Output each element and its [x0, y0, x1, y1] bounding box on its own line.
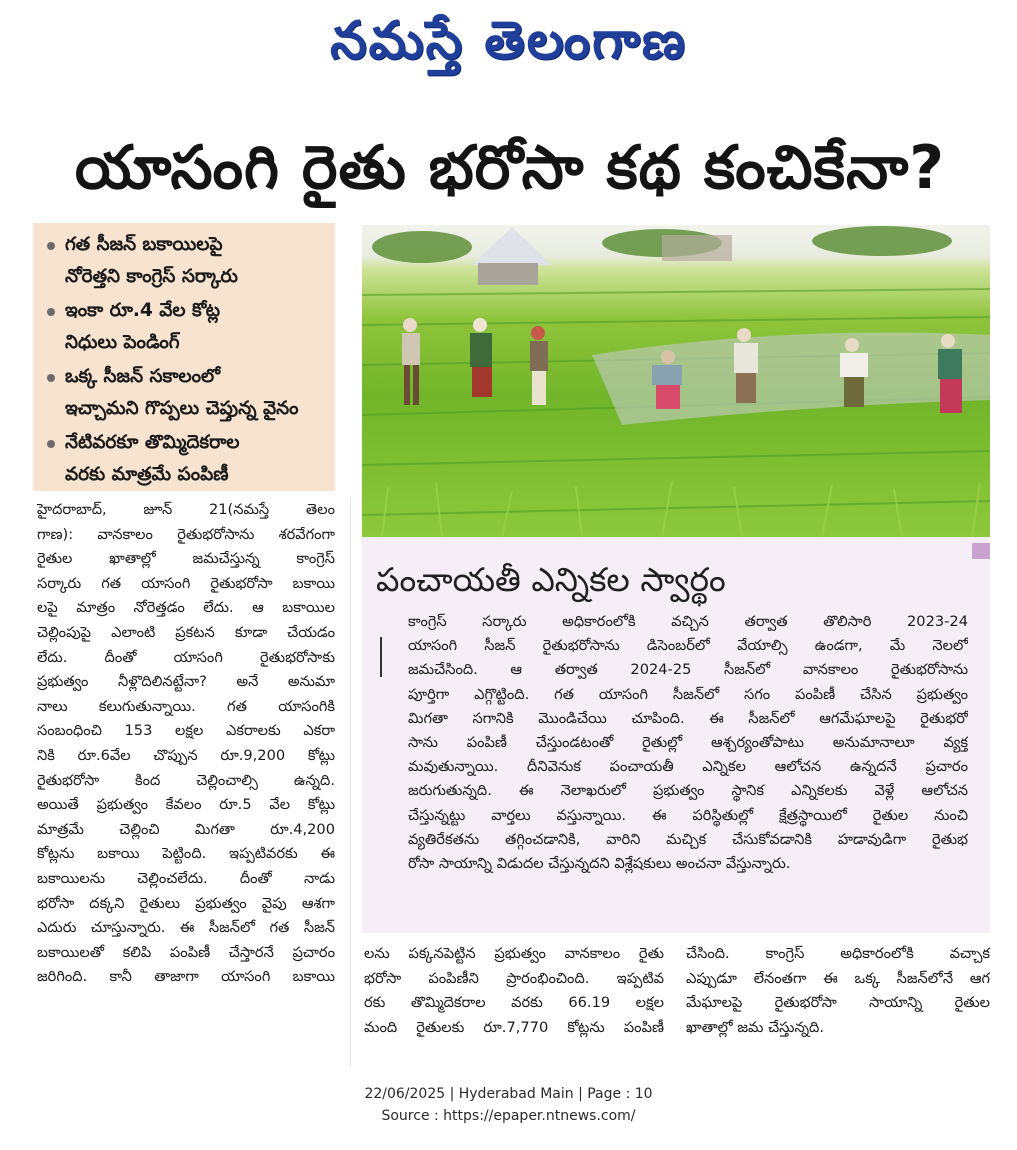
article-line: మంది రైతులకు రూ.7,770 కోట్లను పంపిణీ: [364, 1018, 664, 1036]
column-divider: [350, 497, 351, 1067]
article-line: జరిగింది. కానీ తాజాగా యాసంగి బకాయి: [37, 968, 335, 986]
highlights-box: [33, 223, 335, 491]
article-line: కోట్లను బకాయి పెట్టింది. ఇప్పటివరకు ఈ: [37, 845, 335, 863]
article-line: హైదరాబాద్, జూన్ 21(నమస్తే తెలం: [37, 501, 335, 518]
sidebar-corner-marker: [972, 543, 990, 559]
article-line: ఎదురు చూస్తున్నారు. ఈ సీజన్‌లో గత సీజన్: [37, 919, 335, 937]
article-column-3: [686, 942, 990, 1066]
bullet-icon: [47, 242, 55, 250]
article-line: బకాయిలను చెల్లించలేదు. దీంతో నాడు: [37, 869, 335, 887]
highlight-item: [47, 361, 327, 425]
article-line: బకాయిలతో కలిపి పంపిణీ చేస్తారనే ప్రచారం: [37, 943, 335, 961]
article-line: నికి రూ.6వేల చొప్పున రూ.9,200 కోట్లు: [37, 746, 335, 764]
article-line: ప్రభుత్వం నీళ్లొదిలినట్టేనా? అనే అనుమా: [37, 673, 335, 691]
sidebar-line: యాసంగి సీజన్ రైతుభరోసాను డిసెంబర్‌లో వేయాల్సి ఉండగా, మే నెలలో: [408, 637, 968, 655]
sidebar-rule: [380, 637, 382, 677]
article-line: మాత్రమే చెల్లించి మిగతా రూ.4,200: [37, 820, 335, 838]
article-headline: యాసంగి రైతు భరోసా కథ కంచికేనా?: [74, 133, 946, 203]
paddy-field-photo: [362, 225, 990, 537]
article-line: రైతుభరోసా కింద చెల్లించాల్సి ఉన్నది.: [37, 771, 335, 789]
sidebar-body: [408, 610, 968, 920]
article-line: భరోసా పంపిణీని ప్రారంభించింది. ఇప్పటివ: [364, 969, 664, 987]
article-line: చెల్లింపుపై ఎలాంటి ప్రకటన కూడా చేయడం: [37, 623, 335, 641]
highlight-line: గత సీజన్ బకాయిలపై: [65, 234, 223, 255]
article-line: లపై మాత్రం నోరెత్తడం లేదు. ఆ బకాయిల: [37, 599, 335, 617]
bullet-icon: [47, 374, 55, 382]
article-line: భరోసా దక్కని రైతులు ప్రభుత్వం వైపు ఆశగా: [37, 894, 335, 912]
highlight-line: ఇచ్చామని గొప్పలు చెప్తున్న వైనం: [65, 398, 299, 419]
bullet-icon: [47, 440, 55, 448]
highlight-item: [47, 229, 327, 293]
source-link[interactable]: Source : https://epaper.ntnews.com/: [381, 1108, 636, 1124]
article-line: లేదు. దీంతో యాసంగి రైతుభరోసాకు: [37, 648, 335, 666]
highlight-line: ఒక్క సీజన్ సకాలంలో: [65, 366, 221, 387]
article-line: సంబంధించి 153 లక్షల ఎకరాలకు ఎకరా: [37, 722, 335, 740]
sidebar-line: మిగతా సగానికి మొండిచేయి చూపింది. ఈ సీజన్‌లో ఆగమేఘాలపై రైతుభరో: [408, 709, 968, 727]
article-line: రైతుల ఖాతాల్లో జమచేస్తున్న కాంగ్రెస్: [37, 550, 335, 568]
sidebar-line: సాను పంపిణీ చేస్తుండటంతో రైతుల్లో ఆశ్చర్యంతోపాటు అనుమానాలూ వ్యక్త: [408, 733, 968, 751]
article-column-1: [37, 498, 335, 1064]
sidebar-title: పంచాయతీ ఎన్నికల స్వార్థం: [376, 560, 726, 599]
page-info: 22/06/2025 | Hyderabad Main | Page : 10: [364, 1086, 653, 1102]
sidebar-line: చేస్తున్నట్టు వార్తలు వస్తున్నాయి. ఈ పరిస్థితుల్లో క్షేత్రస్థాయిలో రైతుల నుంచి: [408, 806, 968, 824]
article-line: సర్కారు గత యాసంగి రైతుభరోసా బకాయి: [37, 574, 335, 592]
paddy-field-illustration: [362, 225, 990, 537]
sidebar-line: కాంగ్రెస్ సర్కారు అధికారంలోకి వచ్చిన తర్వాత తొలిసారి 2023-24: [408, 613, 968, 630]
sidebar-line: జమచేసింది. ఆ తర్వాత 2024-25 సీజన్‌లో వానకాలం రైతుభరోసాను: [408, 661, 968, 679]
article-line: రకు తొమ్మిదెకరాల వరకు 66.19 లక్షల: [364, 994, 664, 1012]
sidebar-line: పూర్తిగా ఎగ్గొట్టింది. గత యాసంగి సీజన్‌లో సగం పంపిణీ చేసిన ప్రభుత్వం: [408, 685, 968, 703]
bullet-icon: [47, 308, 55, 316]
article-line: ఖాతాల్లో జమ చేస్తున్నది.: [686, 1018, 824, 1036]
article-line: లను పక్కనపెట్టిన ప్రభుత్వం వానకాలం రైతు: [364, 945, 664, 962]
article-line: మేఘాలపై రైతుభరోసా సాయాన్ని రైతుల: [686, 994, 990, 1012]
article-line: అయితే ప్రభుత్వం కేవలం రూ.5 వేల కోట్లు: [37, 796, 335, 814]
sidebar-line: మవుతున్నాయి. దీనివెనుక పంచాయతీ ఎన్నికల ఆలోచన ఉన్నదనే ప్రచారం: [408, 758, 968, 776]
highlight-item: [47, 295, 327, 359]
highlight-line: నిధులు పెండింగ్: [65, 332, 180, 353]
article-column-2: [364, 942, 664, 1066]
highlight-item: [47, 427, 327, 491]
highlight-line: నేటివరకూ తొమ్మిదెకరాల: [65, 432, 240, 453]
highlight-line: ఇంకా రూ.4 వేల కోట్ల: [65, 300, 220, 321]
highlight-line: నోరెత్తని కాంగ్రెస్ సర్కారు: [65, 266, 238, 287]
highlight-line: వరకు మాత్రమే పంపిణీ: [65, 464, 229, 485]
article-line: గాణ): వానకాలం రైతుభరోసాను శరవేగంగా: [37, 525, 335, 543]
sidebar-line: వ్యతిరేకతను తగ్గించడానికి, వారిని మచ్చిక చేసుకోవడానికి హడావుడిగా రైతుభ: [408, 830, 968, 848]
article-line: చేసింది. కాంగ్రెస్ అధికారంలోకి వచ్చాక: [686, 945, 990, 962]
article-line: నాలు కలుగుతున్నాయి. గత యాసంగికి: [37, 697, 335, 715]
article-line: ఎప్పుడూ లేనంతగా ఈ ఒక్క సీజన్‌లోనే ఆగ: [686, 969, 990, 987]
newspaper-masthead: నమస్తే తెలంగాణ: [330, 10, 687, 71]
sidebar-line: జరుగుతున్నది. ఈ నెలాఖరులో ప్రభుత్వం స్థానిక ఎన్నికలకు వెళ్లే ఆలోచన: [408, 782, 968, 800]
sidebar-line: రోసా సాయాన్ని విడుదల చేస్తున్నదని విశ్లేషకులు అంచనా వేస్తున్నారు.: [408, 854, 791, 872]
